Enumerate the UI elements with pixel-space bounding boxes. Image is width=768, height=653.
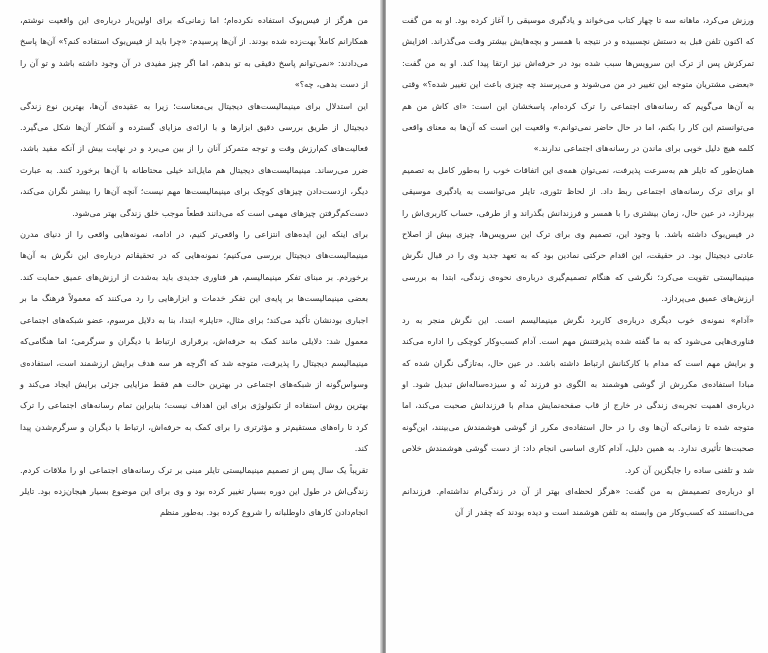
right-paragraph-1: ورزش می‌کرد، ماهانه سه تا چهار کتاب می‌خواند و یادگیری موسیقی را آغاز کرده بود. او به من گفت که اکنون تلفن قبل به دستش نچسبیده و در نتیجه با همسر و بچه‌هایش بیشتر وقت می‌گذراند. افزایش تمرکزش پس از ترک این سرویس‌ها سبب شده بود در حرفه‌اش نیز ارتقا پیدا کند. او به من گفت: «بعضی مشتریان متوجه این تغییر در من می‌شوند و می‌پرسند چه چیزی باعث این تغییر شده؟» وقتی به آن‌ها می‌گویم که رسانه‌های اجتماعی را ترک کرده‌ام، پاسخشان این است: «ای کاش من هم می‌توانستم این کار را بکنم، اما در حال حاضر نمی‌توانم.» واقعیت این است که آن‌ها به معنای واقعی کلمه هیچ دلیل خوبی برای ماندن در رسانه‌های اجتماعی ندارند.» (402, 15, 754, 154)
right-paragraph-4: او درباره‌ی تصمیمش به من گفت: «هرگز لحظه‌ای بهتر از آن در زندگی‌ام نداشته‌ام. فرزندانم می‌دانستند که کسب‌وکار من وابسته به تلفن هوشمند است و دیده بودند که چقدر از آن (402, 485, 754, 518)
left-paragraph-3: برای اینکه این ایده‌های انتزاعی را واقعی‌تر کنیم، در ادامه، نمونه‌هایی واقعی را از دنیای مدرن مینیمالیست‌های دیجیتال بررسی می‌کنیم؛ نمونه‌هایی که در تحقیقاتم درباره‌ی این نگرش به آن‌ها برخوردم. بر مبنای تفکر مینیمالیسم، هر فناوری جدیدی باید به‌شدت از ارزش‌های عمیق حمایت کند. بعضی مینیمالیست‌ها بر پایه‌ی این تفکر خدمات و ابزارهایی را رد می‌کنند که معمولاً فرهنگ ما بر اجباری بودنشان تأکید می‌کند؛ برای مثال، «تایلر» ابتدا، بنا به دلایل مرسوم، عضو شبکه‌های اجتماعی معمول شد: دلایلی مانند کمک به حرفه‌اش، برقراری ارتباط با دیگران و سرگرمی؛ اما هنگامی‌که مینیمالیسم دیجیتال را پذیرفت، متوجه شد که اگرچه هر سه هدف برایش ارزشمند است، استفاده‌ی وسواس‌گونه از شبکه‌های اجتماعی در بهترین حالت هم فقط مزایایی جزئی برایش ایجاد می‌کند و بهترین روش استفاده از تکنولوژی برای این اهداف نیست؛ بنابراین تمام رسانه‌های اجتماعی را ترک کرد تا راه‌های مستقیم‌تر و مؤثرتری را برای کمک به حرفه‌اش، ارتباط با دیگران و سرگرم‌شدن پیدا کند. (20, 229, 368, 454)
page-watermark: ​ (80, 302, 100, 338)
right-page (386, 0, 768, 653)
left-paragraph-4: تقریباً یک سال پس از تصمیم مینیمالیستی تایلر مبنی بر ترک رسانه‌های اجتماعی او را ملاقات کردم. زندگی‌اش در طول این دوره بسیار تغییر کرده بود و وی برای این موضوع بسیار هیجان‌زده بود. تایلر انجام‌دادن کارهای داوطلبانه را شروع کرده بود. به‌طور منظم (20, 464, 368, 518)
right-paragraph-3: «آدام» نمونه‌ی خوب دیگری درباره‌ی کاربرد نگرش مینیمالیسم است. این نگرش منجر به رد فناوری‌هایی می‌شود که به ما گفته شده پذیرفتنش مهم است. آدام کسب‌وکار کوچکی را اداره می‌کند و برایش مهم است که مدام با کارکنانش ارتباط داشته باشد. در عین حال، به‌تازگی نگران شده که مبادا استفاده‌ی مکررش از گوشی هوشمند به الگوی دو فرزند نُه و سیزده‌ساله‌اش تبدیل شود. او درباره‌ی اهمیت تجربه‌ی زندگی در خارج از قاب صفحه‌نمایش مدام با فرزندانش صحبت می‌کند، اما متوجه شده تا زمانی‌که آن‌ها وی را در حال استفاده‌ی مکرر از گوشی هوشمندش می‌بینند، این‌گونه صحبت‌ها تأثیری ندارد. به همین دلیل، آدام کاری اساسی انجام داد: از دست گوشی هوشمندش خلاص شد و تلفنی ساده را جایگزین آن کرد. (402, 314, 754, 475)
left-page (0, 0, 382, 653)
right-paragraph-2: همان‌طور که تایلر هم به‌سرعت پذیرفت، نمی‌توان همه‌ی این اتفاقات خوب را به‌طور کامل به تصمیم او برای ترک رسانه‌های اجتماعی ربط داد. از لحاظ تئوری، تایلر می‌توانست به یادگیری موسیقی بپردازد، در عین حال، زمان بیشتری را با همسر و فرزندانش بگذراند و از طرفی، حساب کاربری‌اش را در فیس‌بوک داشته باشد. با وجود این، تصمیم وی برای ترک این سرویس‌ها، چیزی بیش از اصلاح عادتی دیجیتال بود. در حقیقت، این اقدام حرکتی نمادین بود که به تعهد جدید وی را در قبال نگرش مینیمالیستی تقویت می‌کرد؛ نگرشی که هنگام تصمیم‌گیری درباره‌ی نحوه‌ی زندگی، ابتدا به بررسی ارزش‌های عمیق می‌پردازد. (402, 164, 754, 304)
left-paragraph-1: من هرگز از فیس‌بوک استفاده نکرده‌ام؛ اما زمانی‌که برای اولین‌بار درباره‌ی این واقعیت نوشتم، همکارانم کاملاً بهت‌زده شده بودند. از آن‌ها پرسیدم: «چرا باید از فیس‌بوک استفاده کنم؟» آن‌ها پاسخ می‌دادند: «نمی‌توانم پاسخ دقیقی به تو بدهم، اما اگر چیز مفیدی در آن وجود داشته باشد و تو آن را از دست بدهی، چه؟» (20, 15, 368, 90)
left-paragraph-2: این استدلال برای مینیمالیست‌های دیجیتال بی‌معناست؛ زیرا به عقیده‌ی آن‌ها، بهترین نوع زندگی دیجیتال از طریق بررسی دقیق ابزارها و با ارائه‌ی مزایای گسترده و آشکار آن‌ها شکل می‌گیرد. فعالیت‌های کم‌ارزش وقت و توجه متمرکز آنان را از بین می‌برد و در نهایت بیش از آنکه مفید باشد، ضرر می‌رساند. مینیمالیست‌های دیجیتال هم مایل‌اند خیلی محتاطانه با آن‌ها برخورد کنند. به عبارت دیگر، ازدست‌دادن چیزهای کوچک برای مینیمالیست‌ها مهم نیست؛ آنچه آن‌ها را بیشتر نگران می‌کند، دست‌کم‌گرفتن چیزهای مهمی است که می‌دانند قطعاً موجب خلق زندگی بهتر می‌شود. (20, 100, 368, 218)
